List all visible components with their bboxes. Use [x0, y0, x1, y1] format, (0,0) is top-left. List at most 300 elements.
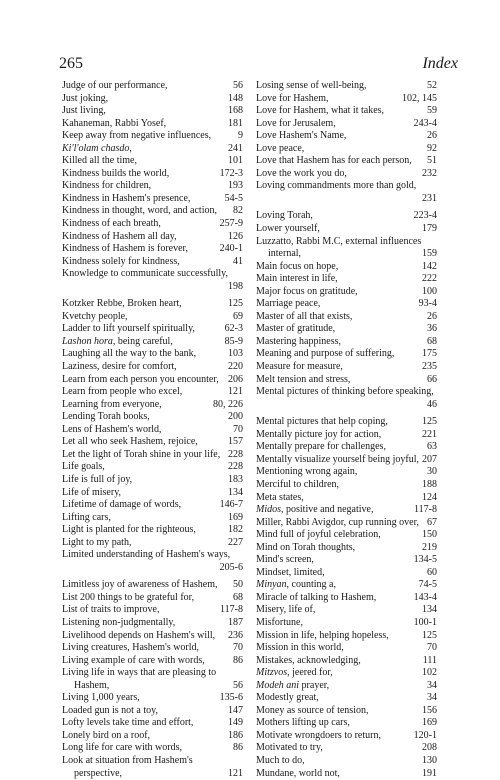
entry-pages: 51	[427, 155, 437, 167]
entry-term: Mastering happiness,	[256, 335, 341, 347]
entry-term: Lifting cars,	[62, 511, 111, 523]
entry-term: Light is planted for the righteous,	[62, 524, 196, 536]
index-entry	[62, 730, 243, 743]
index-entry	[62, 436, 243, 449]
entry-pages: 143-4	[413, 591, 437, 603]
entry-term: Loving Torah,	[256, 210, 313, 222]
entry-pages: 187	[228, 616, 243, 628]
entry-pages: 101	[228, 155, 243, 167]
index-entry	[256, 642, 437, 655]
entry-pages: 92	[427, 142, 437, 154]
index-entry	[62, 348, 243, 361]
index-entry	[256, 705, 437, 718]
entry-pages: 208	[422, 742, 437, 754]
index-entry	[256, 386, 437, 411]
entry-term: Kvetchy people,	[62, 310, 128, 322]
entry-term: Misery, life of,	[256, 604, 316, 616]
entry-pages: 62-3	[224, 323, 243, 335]
index-entry	[256, 630, 437, 643]
entry-pages: 117-8	[414, 504, 437, 516]
index-entry	[256, 361, 437, 374]
entry-term: Kahaneman, Rabbi Yosef,	[62, 117, 167, 129]
entry-pages: 36	[427, 323, 437, 335]
index-entry	[62, 130, 243, 143]
entry-term: Mentioning wrong again,	[256, 466, 358, 478]
entry-pages: 85-9	[224, 335, 243, 347]
entry-pages: 74-5	[418, 579, 437, 591]
entry-pages: 125	[228, 298, 243, 310]
entry-pages: 56	[233, 679, 243, 691]
index-entry	[256, 755, 437, 768]
entry-pages: 175	[422, 348, 437, 360]
entry-pages: 223-4	[413, 210, 437, 222]
entry-term: Much to do,	[256, 754, 305, 766]
index-entry	[62, 487, 243, 500]
index-entry	[256, 680, 437, 693]
entry-pages: 146-7	[219, 499, 243, 511]
index-entry	[62, 655, 243, 668]
entry-pages: 181	[228, 117, 243, 129]
entry-term: Kindness in Hashem's presence,	[62, 192, 191, 204]
index-entry	[256, 742, 437, 755]
entry-pages: 142	[422, 260, 437, 272]
entry-term: Money as source of tension,	[256, 704, 369, 716]
index-entry	[256, 273, 437, 286]
index-entry	[256, 374, 437, 387]
entry-pages: 186	[228, 729, 243, 741]
index-entry	[256, 479, 437, 492]
entry-pages: 100	[422, 285, 437, 297]
entry-pages: 231	[422, 192, 437, 204]
entry-term: Merciful to children,	[256, 478, 340, 490]
index-entry	[256, 105, 437, 118]
section-title: Index	[422, 55, 458, 72]
entry-pages: 125	[422, 416, 437, 428]
index-entry	[256, 655, 437, 668]
entry-term: Modeh ani prayer,	[256, 679, 330, 691]
entry-term: Kindness of Hashem is forever,	[62, 243, 188, 255]
entry-pages: 182	[228, 524, 243, 536]
entry-pages: 149	[228, 717, 243, 729]
index-entry	[62, 717, 243, 730]
entry-pages: 236	[228, 629, 243, 641]
entry-pages: 66	[427, 373, 437, 385]
entry-term: Mission in life, helping hopeless,	[256, 629, 389, 641]
entry-pages: 103	[228, 348, 243, 360]
index-entry	[62, 193, 243, 206]
index-entry	[256, 223, 437, 236]
entry-term: Love the work you do,	[256, 167, 347, 179]
entry-pages: 125	[422, 629, 437, 641]
entry-term: Listening non-judgmentally,	[62, 616, 176, 628]
entry-term: Miracle of talking to Hashem,	[256, 591, 377, 603]
index-entry	[256, 466, 437, 479]
entry-term: Mistakes, acknowledging,	[256, 654, 361, 666]
entry-pages: 243-4	[413, 117, 437, 129]
index-entry	[62, 180, 243, 193]
index-entry	[62, 474, 243, 487]
entry-pages: 69	[233, 310, 243, 322]
entry-pages: 228	[228, 448, 243, 460]
entry-pages: 124	[422, 491, 437, 503]
index-entry	[62, 80, 243, 93]
index-entry	[256, 529, 437, 542]
entry-term: Mothers lifting up cars,	[256, 717, 350, 729]
entry-pages: 34	[427, 679, 437, 691]
entry-pages: 205-6	[219, 561, 243, 573]
entry-term: Look at situation from Hashem's	[62, 754, 193, 766]
index-entry	[62, 667, 243, 692]
index-entry	[256, 298, 437, 311]
entry-pages: 52	[427, 80, 437, 91]
index-entry	[62, 499, 243, 512]
entry-term: Let all who seek Hashem, rejoice,	[62, 436, 198, 448]
index-entry	[62, 537, 243, 550]
entry-term: Killed all the time,	[62, 155, 137, 167]
entry-term: Knowledge to communicate successfully,	[62, 268, 228, 280]
entry-term: Melt tension and stress,	[256, 373, 351, 385]
entry-term: Master of all that exists,	[256, 310, 353, 322]
entry-pages: 257-9	[219, 218, 243, 230]
index-entry	[256, 323, 437, 336]
index-entry	[256, 180, 437, 205]
entry-term: Just joking,	[62, 92, 109, 104]
index-entry	[62, 604, 243, 617]
entry-pages: 150	[422, 529, 437, 541]
index-entry	[62, 424, 243, 437]
entry-term: Life goals,	[62, 461, 105, 473]
index-entry	[62, 298, 243, 311]
entry-term: Miller, Rabbi Avigdor, cup running over,	[256, 516, 420, 528]
entry-pages: 30	[427, 466, 437, 478]
index-entry	[62, 268, 243, 293]
entry-term: Ladder to lift yourself spiritually,	[62, 323, 195, 335]
entry-term: Mitzvos, jeered for,	[256, 667, 333, 679]
index-entry	[256, 236, 437, 261]
entry-term: List of traits to improve,	[62, 604, 160, 616]
index-entry	[62, 579, 243, 592]
entry-pages: 60	[427, 566, 437, 578]
entry-term: Meaning and purpose of suffering,	[256, 348, 395, 360]
entry-pages: 227	[228, 536, 243, 548]
index-entry	[62, 311, 243, 324]
entry-term: Learning from everyone,	[62, 398, 162, 410]
index-entry	[62, 93, 243, 106]
entry-pages: 67	[427, 516, 437, 528]
entry-term: Lens of Hashem's world,	[62, 423, 162, 435]
entry-term: List 200 things to be grateful for,	[62, 591, 195, 603]
entry-pages: 134	[422, 604, 437, 616]
entry-pages: 207	[422, 453, 437, 465]
entry-pages: 157	[228, 436, 243, 448]
index-entry	[62, 755, 243, 780]
index-column-left	[62, 80, 243, 780]
entry-pages: 134	[228, 486, 243, 498]
entry-term: Learn from each person you encounter,	[62, 373, 219, 385]
entry-term: Keep away from negative influences,	[62, 130, 212, 142]
index-entry	[256, 667, 437, 680]
entry-term: Let the light of Torah shine in your life,	[62, 448, 221, 460]
entry-term: Loving commandments more than gold,	[256, 180, 417, 192]
index-entry	[62, 449, 243, 462]
entry-pages: 148	[228, 92, 243, 104]
entry-pages: 222	[422, 273, 437, 285]
index-entry	[256, 93, 437, 106]
entry-term: Main focus on hope,	[256, 260, 339, 272]
entry-term: Limitless joy of awareness of Hashem,	[62, 579, 218, 591]
entry-term: Midos, positive and negative,	[256, 504, 374, 516]
index-entry	[256, 492, 437, 505]
index-entry	[256, 168, 437, 181]
index-entry	[256, 429, 437, 442]
index-entry	[62, 524, 243, 537]
index-entry	[256, 617, 437, 630]
index-entry	[62, 256, 243, 269]
entry-term: Mentally visualize yourself being joyful,	[256, 453, 420, 465]
entry-pages: 235	[422, 361, 437, 373]
entry-pages: 59	[427, 105, 437, 117]
entry-term: Laughing all the way to the bank,	[62, 348, 197, 360]
entry-pages: 228	[228, 461, 243, 473]
entry-pages: 240-1	[219, 243, 243, 255]
entry-pages: 169	[422, 717, 437, 729]
entry-term: Kindness of each breath,	[62, 218, 161, 230]
entry-pages: 220	[228, 361, 243, 373]
entry-term: Major focus on gratitude,	[256, 285, 358, 297]
entry-pages: 70	[233, 423, 243, 435]
entry-pages: 68	[233, 591, 243, 603]
entry-term: Lower yourself,	[256, 223, 320, 235]
index-entry	[256, 692, 437, 705]
entry-pages: 200	[228, 411, 243, 423]
entry-pages: 179	[422, 223, 437, 235]
entry-term: Kindness builds the world,	[62, 167, 170, 179]
entry-term: Motivated to try,	[256, 742, 323, 754]
index-entry	[256, 517, 437, 530]
index-entry	[256, 567, 437, 580]
entry-term: Mind on Torah thoughts,	[256, 541, 356, 553]
index-entry	[62, 592, 243, 605]
entry-pages: 206	[228, 373, 243, 385]
index-entry	[256, 579, 437, 592]
index-entry	[62, 742, 243, 755]
entry-pages: 70	[427, 642, 437, 654]
entry-pages: 147	[228, 704, 243, 716]
index-entry	[62, 118, 243, 131]
index-entry	[256, 554, 437, 567]
entry-pages: 219	[422, 541, 437, 553]
entry-pages: 9	[238, 130, 243, 142]
entry-term: Loaded gun is not a toy,	[62, 704, 159, 716]
entry-term: Meta states,	[256, 491, 304, 503]
entry-pages: 172-3	[219, 167, 243, 179]
entry-pages: 50	[233, 579, 243, 591]
index-entry	[62, 143, 243, 156]
entry-term: Mundane, world not,	[256, 767, 340, 779]
entry-pages: 93-4	[418, 298, 437, 310]
index-entry	[62, 323, 243, 336]
index-entry	[256, 348, 437, 361]
entry-pages: 134-5	[413, 554, 437, 566]
entry-pages: 241	[228, 142, 243, 154]
index-entry	[62, 399, 243, 412]
index-entry	[256, 504, 437, 517]
entry-pages: 70	[233, 642, 243, 654]
index-entry	[256, 210, 437, 223]
index-entry	[256, 118, 437, 131]
index-entry	[62, 692, 243, 705]
index-entry	[62, 386, 243, 399]
entry-term: Living creatures, Hashem's world,	[62, 642, 200, 654]
entry-term: Lifetime of damage of words,	[62, 499, 182, 511]
index-entry	[256, 143, 437, 156]
entry-pages: 188	[422, 478, 437, 490]
index-entry	[62, 630, 243, 643]
entry-term: Long life for care with words,	[62, 742, 182, 754]
entry-pages: 41	[233, 255, 243, 267]
index-entry	[256, 454, 437, 467]
entry-pages: 102, 145	[402, 92, 437, 104]
entry-term: Mission in this world,	[256, 642, 344, 654]
entry-term-continued: Hashem,	[74, 679, 110, 691]
entry-pages: 169	[228, 511, 243, 523]
entry-term: Just living,	[62, 105, 106, 117]
entry-term: Living example of care with words,	[62, 654, 205, 666]
index-entry	[62, 617, 243, 630]
page-number: 265	[59, 55, 83, 72]
index-entry	[62, 218, 243, 231]
entry-term: Kindness for children,	[62, 180, 152, 192]
entry-term: Lonely bird on a roof,	[62, 729, 151, 741]
entry-term: Kotzker Rebbe, Broken heart,	[62, 298, 182, 310]
entry-term: Lashon hora, being careful,	[62, 335, 173, 347]
entry-term: Master of gratitude,	[256, 323, 336, 335]
index-entry	[62, 642, 243, 655]
entry-pages: 120-1	[413, 729, 437, 741]
entry-pages: 121	[228, 767, 243, 779]
entry-term: Motivate wrongdoers to return,	[256, 729, 381, 741]
index-entry	[62, 243, 243, 256]
entry-term: Measure for measure,	[256, 361, 343, 373]
entry-pages: 117-8	[220, 604, 243, 616]
index-entry	[62, 205, 243, 218]
entry-term: Mindset, limited,	[256, 566, 325, 578]
entry-pages: 126	[228, 230, 243, 242]
entry-term: Minyan, counting a,	[256, 579, 336, 591]
entry-term: Life is full of joy,	[62, 473, 133, 485]
entry-term: Love Hashem's Name,	[256, 130, 347, 142]
entry-term: Light to my path,	[62, 536, 132, 548]
entry-term: Modestly great,	[256, 692, 319, 704]
entry-term: Learn from people who excel,	[62, 386, 183, 398]
index-entry	[256, 542, 437, 555]
index-entry	[256, 261, 437, 274]
entry-term-continued: perspective,	[74, 767, 123, 779]
entry-pages: 168	[228, 105, 243, 117]
entry-pages: 86	[233, 654, 243, 666]
entry-term: Laziness, desire for comfort,	[62, 361, 177, 373]
entry-pages: 221	[422, 428, 437, 440]
entry-pages: 100-1	[413, 616, 437, 628]
entry-pages: 54-5	[224, 192, 243, 204]
index-entry	[62, 105, 243, 118]
entry-term: Lofty levels take time and effort,	[62, 717, 194, 729]
index-entry	[62, 512, 243, 525]
entry-term-continued: internal,	[268, 248, 302, 260]
entry-pages: 68	[427, 335, 437, 347]
index-entry	[62, 705, 243, 718]
entry-pages: 156	[422, 704, 437, 716]
entry-pages: 34	[427, 692, 437, 704]
entry-term: Losing sense of well-being,	[256, 80, 367, 91]
entry-term: Kindness of Hashem all day,	[62, 230, 177, 242]
entry-pages: 183	[228, 473, 243, 485]
index-entry	[256, 717, 437, 730]
entry-term: Mentally prepare for challenges,	[256, 441, 386, 453]
index-entry	[256, 130, 437, 143]
entry-term: Kindness in thought, word, and action,	[62, 205, 217, 217]
index-entry	[62, 411, 243, 424]
entry-term: Limited understanding of Hashem's ways,	[62, 549, 231, 561]
index-entry	[62, 461, 243, 474]
entry-term: Kindness solely for kindness,	[62, 255, 180, 267]
page-header	[59, 55, 458, 77]
index-entry	[62, 336, 243, 349]
entry-term: Misfortune,	[256, 616, 303, 628]
entry-pages: 193	[228, 180, 243, 192]
entry-pages: 111	[422, 654, 437, 666]
index-entry	[62, 361, 243, 374]
entry-pages: 56	[233, 80, 243, 91]
index-entry	[256, 768, 437, 780]
index-entry	[62, 374, 243, 387]
entry-pages: 86	[233, 742, 243, 754]
index-column-right	[256, 80, 437, 780]
entry-term: Life of misery,	[62, 486, 122, 498]
entry-pages: 26	[427, 310, 437, 322]
entry-term: Livelihood depends on Hashem's will,	[62, 629, 216, 641]
index-entry	[62, 168, 243, 181]
index-entry	[256, 155, 437, 168]
entry-pages: 102	[422, 667, 437, 679]
entry-term: Love for Hashem, what it takes,	[256, 105, 385, 117]
entry-term: Main interest in life,	[256, 273, 338, 285]
entry-pages: 198	[228, 280, 243, 292]
index-entry	[62, 549, 243, 574]
entry-pages: 80, 226	[213, 398, 243, 410]
entry-pages: 26	[427, 130, 437, 142]
index-entry	[256, 80, 437, 93]
entry-pages: 232	[422, 167, 437, 179]
index-entry	[256, 604, 437, 617]
entry-term: Mental pictures that help coping,	[256, 416, 388, 428]
index-entry	[256, 416, 437, 429]
entry-term: Love for Hashem,	[256, 92, 329, 104]
entry-pages: 121	[228, 386, 243, 398]
entry-pages: 130	[422, 754, 437, 766]
entry-term: Love for Jerusalem,	[256, 117, 336, 129]
index-entry	[256, 441, 437, 454]
entry-pages: 46	[427, 398, 437, 410]
entry-pages: 159	[422, 248, 437, 260]
entry-pages: 63	[427, 441, 437, 453]
entry-pages: 191	[422, 767, 437, 779]
entry-pages: 135-6	[219, 692, 243, 704]
entry-term: Living life in ways that are pleasing to	[62, 667, 217, 679]
entry-term: Mentally picture joy for action,	[256, 428, 382, 440]
entry-term: Mind full of joyful celebration,	[256, 529, 381, 541]
index-entry	[256, 730, 437, 743]
